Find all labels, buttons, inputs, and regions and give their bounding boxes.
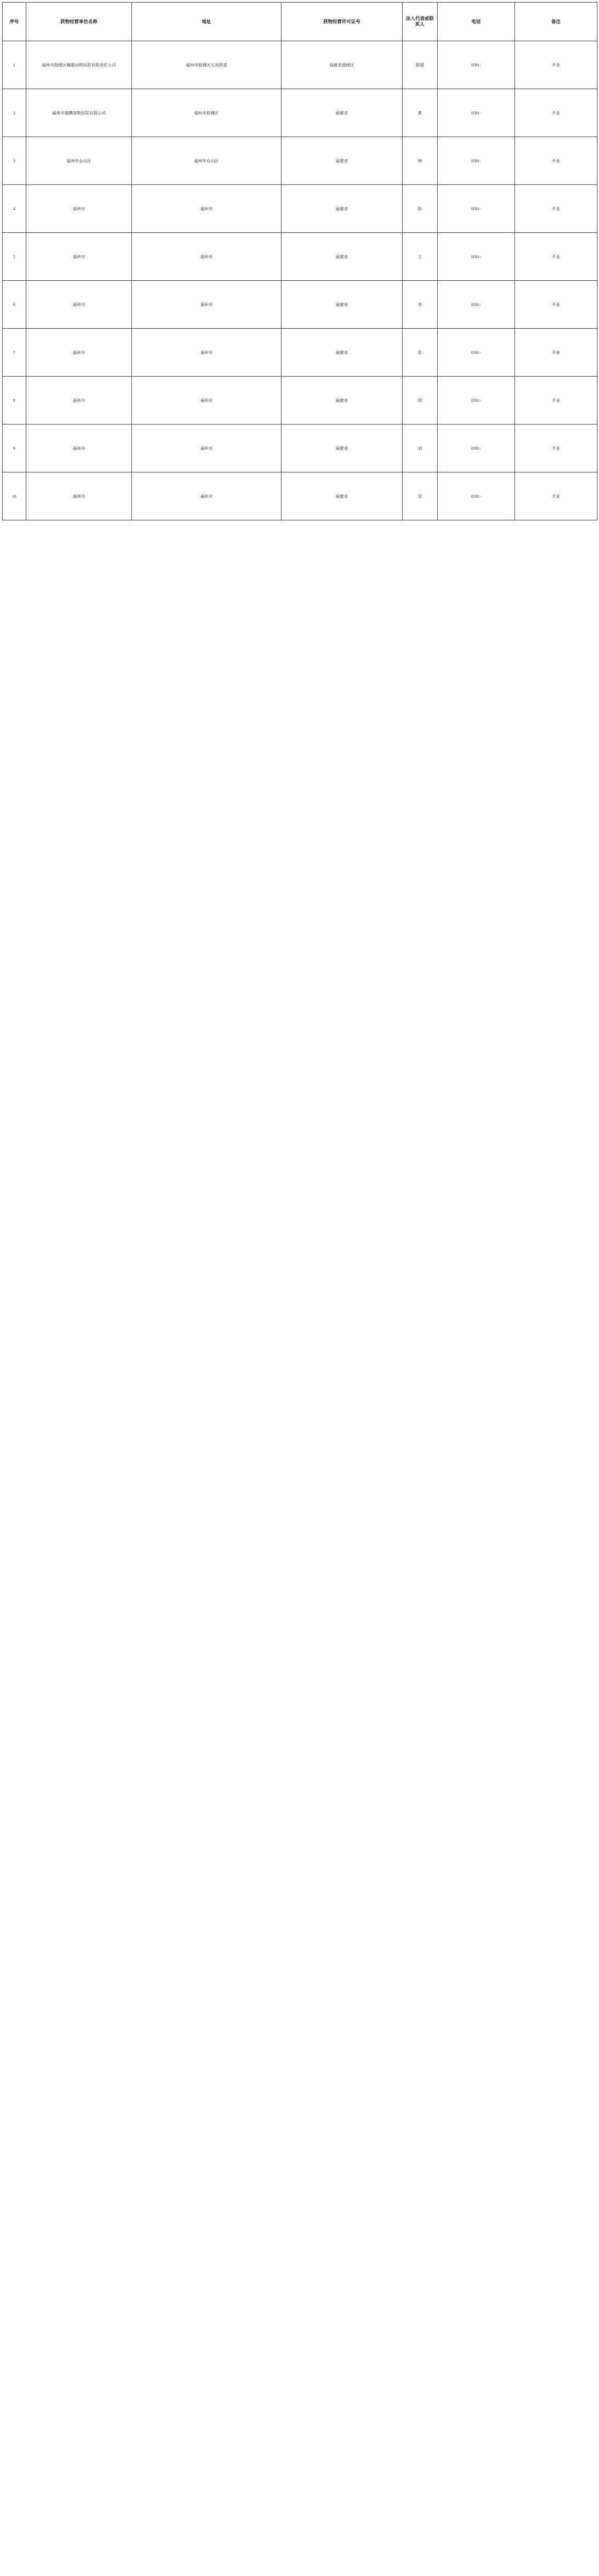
table-cell: 福州市 [26, 377, 132, 425]
registry-table [2, 2, 597, 520]
table-cell: 7 [3, 329, 26, 377]
table-cell: 福建省 [281, 472, 403, 520]
table-cell: 福州市 [26, 233, 132, 281]
header-cell: 法人代表或联系人 [403, 3, 438, 41]
table-cell: 郑 [403, 377, 438, 425]
table-cell: 开业 [515, 472, 597, 520]
table-cell: 福州市 [26, 185, 132, 233]
table-row [3, 89, 597, 137]
table-cell: 福建省 [281, 89, 403, 137]
table-cell: 开业 [515, 41, 597, 89]
table-cell: 福建省 [281, 329, 403, 377]
table-cell: 福州市瑞鹏宠物医院有限公司 [26, 89, 132, 137]
table-cell: 开业 [515, 233, 597, 281]
header-cell: 电话 [438, 3, 515, 41]
table-cell: 开业 [515, 425, 597, 472]
table-cell: 陈超 [403, 41, 438, 89]
table-cell: 福建省 [281, 281, 403, 329]
table-cell: 0591- [438, 425, 515, 472]
table-row [3, 329, 597, 377]
table-cell: 0591- [438, 472, 515, 520]
table-cell: 福建省 [281, 137, 403, 185]
table-cell: 福建省 [281, 185, 403, 233]
table-cell: 福州市 [26, 281, 132, 329]
header-cell: 备注 [515, 3, 597, 41]
table-cell: 6 [3, 281, 26, 329]
header-cell: 序号 [3, 3, 26, 41]
table-row [3, 281, 597, 329]
table-cell: 4 [3, 185, 26, 233]
table-row [3, 425, 597, 472]
table-body [3, 41, 597, 520]
table-cell: 福州市 [132, 425, 281, 472]
header-cell: 获物经营许可证号 [281, 3, 403, 41]
table-cell: 2 [3, 89, 26, 137]
table-cell: 福州市 [132, 233, 281, 281]
table-cell: 0591- [438, 185, 515, 233]
table-cell: 福州市鼓楼区 [132, 89, 281, 137]
table-cell: 张 [403, 329, 438, 377]
table-cell: 1 [3, 41, 26, 89]
table-cell: 吴 [403, 472, 438, 520]
table-cell: 8 [3, 377, 26, 425]
table-cell: 福州市鼓楼区五凤街道 [132, 41, 281, 89]
table-cell: 0591- [438, 89, 515, 137]
table-cell: 开业 [515, 377, 597, 425]
table-cell: 福州市 [132, 329, 281, 377]
table-cell: 10 [3, 472, 26, 520]
table-cell: 福州市 [132, 281, 281, 329]
table-cell: 开业 [515, 281, 597, 329]
table-row [3, 185, 597, 233]
table-cell: 福建省鼓楼区 [281, 41, 403, 89]
table-row [3, 137, 597, 185]
header-cell: 地址 [132, 3, 281, 41]
table-cell: 0591- [438, 329, 515, 377]
table-cell: 9 [3, 425, 26, 472]
table-cell: 开业 [515, 137, 597, 185]
table-cell: 福州市 [26, 329, 132, 377]
table-row [3, 233, 597, 281]
table-cell: 3 [3, 137, 26, 185]
table-cell: 李 [403, 281, 438, 329]
table-cell: 王 [403, 233, 438, 281]
table-cell: 5 [3, 233, 26, 281]
table-row [3, 472, 597, 520]
table-cell: 0591- [438, 41, 515, 89]
table-row [3, 377, 597, 425]
table-cell: 黄 [403, 89, 438, 137]
table-row [3, 41, 597, 89]
table-cell: 福建省 [281, 425, 403, 472]
table-cell: 0591- [438, 137, 515, 185]
table-cell: 福州市 [132, 377, 281, 425]
table-cell: 0591- [438, 377, 515, 425]
header-cell: 获物经营单位名称 [26, 3, 132, 41]
table-cell: 开业 [515, 89, 597, 137]
table-cell: 福州市 [132, 185, 281, 233]
table-cell: 福州市仓山区 [132, 137, 281, 185]
table-cell: 陈 [403, 185, 438, 233]
table-cell: 福州市 [132, 472, 281, 520]
header-row [3, 3, 597, 41]
table-cell: 刘 [403, 425, 438, 472]
table-cell: 开业 [515, 185, 597, 233]
table-cell: 福建省 [281, 377, 403, 425]
table-cell: 福州市鼓楼区瀚超动物医院有限责任公司 [26, 41, 132, 89]
table-cell: 林 [403, 137, 438, 185]
table-cell: 福州市仓山区 [26, 137, 132, 185]
table-cell: 开业 [515, 329, 597, 377]
table-cell: 福建省 [281, 233, 403, 281]
table-cell: 0591- [438, 281, 515, 329]
table-cell: 0591- [438, 233, 515, 281]
table-cell: 福州市 [26, 425, 132, 472]
table-cell: 福州市 [26, 472, 132, 520]
